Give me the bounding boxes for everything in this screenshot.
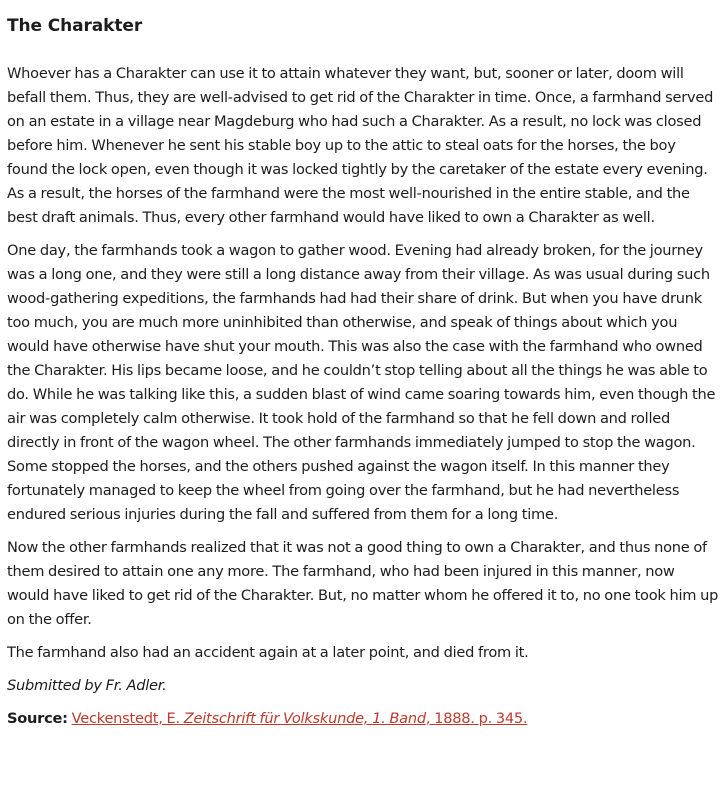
source-label: Source: (7, 710, 68, 727)
story-paragraph-4: The farmhand also had an accident again at a later point, and died from it. (7, 644, 529, 661)
story-title: The Charakter (7, 16, 143, 36)
story-paragraph-2: One day, the farmhands took a wagon to gather wood. Evening had already broken, for the journey was a long one, and they were still a long distance away from their village. As was usual during such wood-gathering expeditions, the farmhands had had their share of drink. But when you have drunk too much, you are much more uninhibited than otherwise, and speak of things about which you would have otherwise have shut your mouth. This was also the case with the farmhand who owned the Charakter. His lips became loose, and he couldn’t stop telling about all the things he was able to do. While he was talking like this, a sudden blast of wind came soaring towards him, even though the air was completely calm otherwise. It took hold of the farmhand so that he fell down and rolled directly in front of the wagon wheel. The other farmhands immediately jumped to stop the wagon. Some stopped the horses, and the others pushed against the wagon itself. In this manner they fortunately managed to keep the wheel from going over the farmhand, but he had nevertheless endured serious injuries during the fall and suffered from them for a long time. (7, 242, 716, 523)
source-citation (7, 707, 719, 731)
source-journal: Zeitschrift für Volkskunde, 1. Band (183, 710, 426, 727)
submitted-by: Submitted by Fr. Adler. (7, 677, 167, 694)
story-paragraph-3: Now the other farmhands realized that it was not a good thing to own a Charakter, and thus none of them desired to attain one any more. The farmhand, who had been injured in this manner, now would have liked to get rid of the Charakter. But, no matter whom he offered it to, no one took him up on the offer. (7, 539, 719, 628)
story-paragraph-1: Whoever has a Charakter can use it to attain whatever they want, but, sooner or later, doom will befall them. Thus, they are well-advised to get rid of the Charakter in time. Once, a farmhand served on an estate in a village near Magdeburg who had such a Charakter. As a result, no lock was closed before him. Whenever he sent his stable boy up to the attic to steal oats for the horses, the boy found the lock open, even though it was locked tightly by the caretaker of the estate every evening. As a result, the horses of the farmhand were the most well-nourished in the entire stable, and the best draft animals. Thus, every other farmhand would have liked to own a Charakter as well. (7, 65, 714, 226)
source-year-page: , 1888. p. 345. (425, 710, 528, 727)
source-link[interactable] (72, 710, 528, 727)
source-author: Veckenstedt, E. (71, 710, 180, 727)
